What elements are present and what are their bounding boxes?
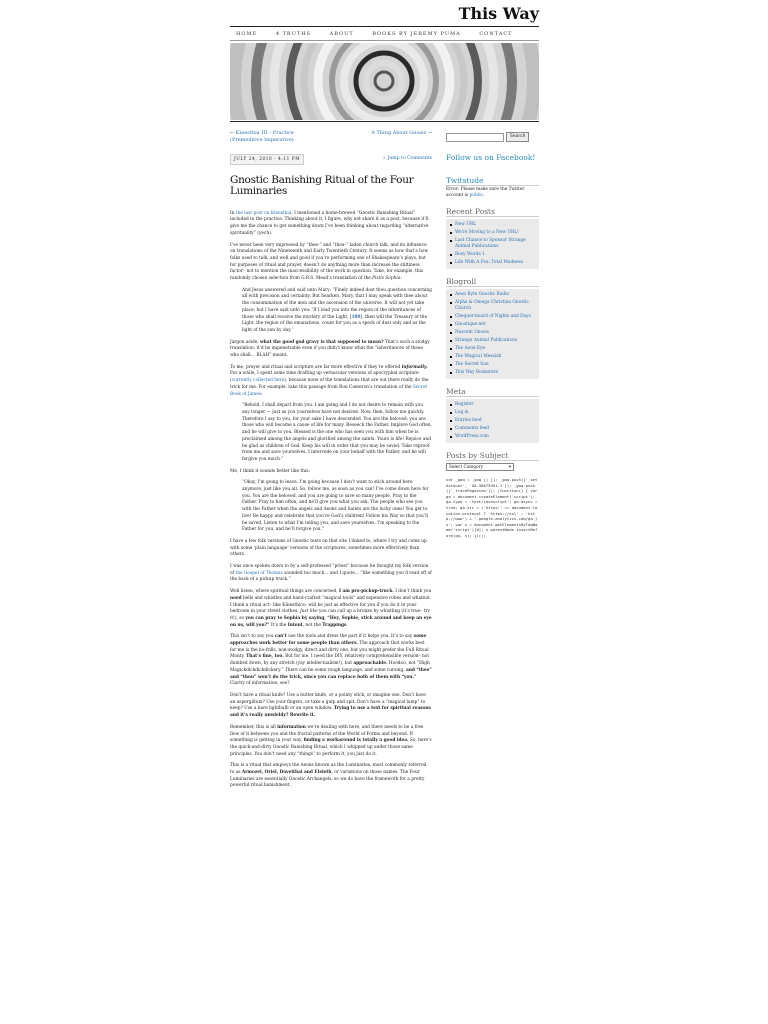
blogroll-link[interactable]: The Aeon Eye (449, 345, 536, 353)
post-blockquote: “Behold, I shall depart from you. I am going and I do not desire to remain with you any longer — just as you yourselves have not desired. Now, then, follow me quickly. Therefore I say to you, for your sake I have descended. You are the beloved; you are those who will become a cause of life for many. Beseech the Father. Implore God often, and he will give to you. Blessed is the one who has seen you with him when he is proclaimed among the angels and glorified among the saints. Yours is life! Rejoice and be glad as children of God. Keep his will in order that you may be saved. Take reproof from me and save yourselves. I intercede on your behalf with the Father, and he will forgive you much.” (242, 403, 432, 462)
meta-link-wordpress[interactable]: WordPress.com (449, 433, 536, 441)
meta-heading: Meta (446, 387, 539, 397)
blogroll-link[interactable]: Alpha & Omega Christian Gnostic Church (449, 299, 536, 313)
recent-post-link[interactable]: We're Moving to a New URL! (449, 229, 536, 237)
post-paragraph: Remember, this is all information we’re dealing with here, and there needs to be a free flow of it between you and the fractal patterns of the World of Forms and beyond. If something is getting in your way, finding a workaround is totally a good idea. So, here’s the quick-and-dirty Gnostic Banishing Ritual, which I whipped up under those same principles. You don’t need any “things” to perform it, you just do it. (230, 724, 432, 757)
previous-post-link[interactable]: ← Kinesthia III – Practice (Premeditive Imperative) (230, 130, 294, 143)
post-paragraph: I’ve never been very impressed by “thee-” and “thou-” laden church talk, and its influence on translations of the Nineteenth and Early Twentieth Century. It seems as how that’s how folks used to talk, and well and good if you’re performing one of Shakespeare’s plays, but for purposes of ritual and prayer, doesn’t do anything more than increase the stiltiness factor– not to mention the inaccessibility of the work in question. Take, for example, this randomly chosen selection from G.R.S. Mead’s translation of the Pistis Sophia: (230, 242, 429, 282)
site-title[interactable]: This Way (458, 4, 539, 23)
post-paragraph: To me, prayer and ritual and scripture are far more effective if they’re offered informally. For a while, I spent some time drafting up vernacular versions of apocryphal scripture (currently collected here), because none of the translations that are out there really do the trick for me. For example, take this passage from Ron Cameron’s translation of the Secret Book of James: (230, 364, 429, 397)
search-input[interactable] (446, 133, 504, 142)
blogroll-link[interactable]: This Way Bookstore (449, 369, 536, 377)
nav-bottom-rule (230, 40, 539, 41)
facebook-heading-link[interactable]: Follow us on Facebook! (446, 153, 536, 162)
blogroll-link[interactable]: Aeon Byte Gnostic Radio (449, 291, 536, 299)
banner-bottom-rule (230, 121, 539, 122)
category-select[interactable] (446, 463, 514, 471)
twitter-error-text: Error: Please make sure the Twitter account is public. (446, 187, 525, 198)
nav-contact[interactable]: CONTACT (479, 31, 513, 37)
nav-books[interactable]: BOOKS BY JEREMY PUMA (372, 31, 461, 37)
search-form (446, 132, 539, 142)
recent-posts-heading: Recent Posts (446, 207, 539, 217)
post-paragraph: Well listen, where spiritual things are concerned, I am pro-pickup-truck. I don’t think you need bells and whistles and hand-crafted “magical tools” and expensive robes and whatnot. I think a ritual act– like Kinesthics– will be just as effective for you if you do it in your bedroom in your street clothes. Just like you can call up a bronze by whistling (it’s true– try it!), so you can pray to Sophia by saying, “Hey, Sophie, stick around and keep an eye on us, will you?” It’s the Intent, not the Trappings. (230, 589, 432, 628)
post-date: JULY 24, 2010 · 4:11 PM (230, 154, 304, 165)
header-banner-image (230, 43, 539, 120)
post-blockquote: And Jesus answered and said unto Mary: “Finely indeed dost thou question concerning all with precision and certainty. But hearken, Mary, that I may speak with thee about the consummation of the æon and the ascension of the universe. It will not yet take place; but I have said unto you: ‘If I lead you into the region of the inheritances of those who shall receive the mystery of the Light, [189]. then will the Treasury of the Light, the region of the emanations, count for you as a speck of dust only and as the light of the sun by day.’ (242, 287, 432, 333)
post-meta-row (230, 154, 432, 165)
header-top-rule (230, 26, 539, 27)
post-paragraph: Jargon aside, what the good god gravy is that supposed to mean? That’s such a stodgy translation, it’d be impenetrable even if you didn’t know what the “inheritances of those who shall… BLAH” meant. (230, 339, 430, 359)
nav-home[interactable]: HOME (236, 31, 258, 37)
banner-rings-graphic (230, 43, 539, 120)
twitter-heading-link[interactable]: Twitstude (446, 177, 539, 187)
twitter-public-link[interactable]: public (469, 193, 483, 198)
post-paragraph: I was once spoken down to by a self-professed “priest” because he thought my folk version of the Gospel of Thomas sounded too much… and I quote… “like something you’d read off of the back of a pickup truck.” (230, 564, 432, 583)
post-article (230, 130, 432, 795)
inline-link[interactable]: the last post on Kinesthia (235, 210, 292, 216)
inline-link[interactable]: Secret Book of James (230, 384, 428, 397)
nav-about[interactable]: ABOUT (329, 31, 354, 37)
post-paragraph: Don’t have a ritual knife? Use a butter knife, or a pointy stick, or imagine one. Don’t have an aspergillum? Use your fingers, or take a gulp and spit. Don’t have a “magical lamp” to keep? Use a bare lightbulb or an open window. Trying to use a text for spiritual reasons and it’s really unwieldy? Rewrite it. (230, 693, 431, 719)
post-navigation (230, 130, 432, 144)
recent-post-link[interactable]: New URL (449, 221, 536, 229)
blogroll-link[interactable]: Strange Animal Publications (449, 337, 536, 345)
post-paragraph: In the last post on Kinesthia, I mentioned a home-brewed “Gnostic Banishing Ritual” included in the practice. Thinking about it, I figure, why not share it as a post, because it’ll give me the chance to get something down I’ve been thinking about regarding “alternative spirituality” (yech). (230, 210, 429, 236)
blogroll-link[interactable]: Chequer-board of Nights and Days (449, 313, 536, 321)
post-paragraph: I have a few folk versions of Gnostic texts on that site I linked to, where I try and come up with some ‘plain language’ versions of the scriptures, sometimes more effectively than others. (230, 538, 427, 558)
next-post-link[interactable]: A Thing About Gnosis → (371, 130, 432, 136)
post-blockquote: “Okay, I’m going to leave. I’m going because I don’t want to stick around here anymore, just like you all. So, follow me, as soon as you can! I’ve come down here for you. You are the beloved, and you are going to save so many people. Pray to the Father. Pray to him often, and he’ll give you what you ask. The people who see you with the Father when the angels and Aeons and Saints are the lucky ones! You get to live! Be happy and celebrate that you’re God’s children! Follow his Way so that you’ll be saved. Listen to what I’m telling you, and save yourselves. I’m speaking to the Father for you, and he’ll forgive you.” (242, 480, 429, 533)
chevron-down-icon: ▾ (508, 464, 511, 469)
main-nav (236, 31, 529, 37)
search-button[interactable]: Search (506, 132, 529, 142)
blogroll-heading: Blogroll (446, 277, 539, 287)
post-title[interactable]: Gnostic Banishing Ritual of the Four Luminaries (230, 173, 414, 197)
sidebar (446, 132, 539, 539)
blogroll-link[interactable]: Gnostique.net (449, 321, 536, 329)
blogroll-list (446, 289, 539, 379)
inline-link[interactable]: the Gospel of Thomas (235, 570, 283, 576)
post-paragraph: Me, I think it sounds better like this: (230, 468, 310, 474)
blogroll-link[interactable]: Nascent Gnosis (449, 329, 536, 337)
post-paragraph: This isn’t to say you can’t use the tools and dress the part if it helps you. It’s to say some approaches work better for some people than others. The approach that works best for me is the no-frills, non-stodgy, direct and dirty one, but you might prefer the Full Ritual Monty. That’s fine, too. But for me, I need the DIY, relatively comprehensible version– not dumbed down, by any stretch (yay intellectualism!), but approachable. Hoodoo, not “High Magickdickdickdickery.” There can be some rough language, and some cursing, and “thee” and “thou” won’t do the trick, since you can replace both of them with “you.” Clarity of information, see? (230, 634, 432, 687)
nav-4-truths[interactable]: 4 TRUTHS (275, 31, 312, 37)
meta-link-comments-feed[interactable]: Comments feed (449, 425, 536, 433)
meta-link-register[interactable]: Register (449, 401, 536, 409)
recent-post-link[interactable]: Life With A Fox: Total Madness (449, 259, 536, 267)
category-select-value: Select Category (449, 464, 483, 469)
blogroll-link[interactable]: The Magical Messiah (449, 353, 536, 361)
recent-posts-list (446, 219, 539, 269)
posts-by-subject-heading: Posts by Subject (446, 451, 539, 461)
meta-link-entries-feed[interactable]: Entries feed (449, 417, 536, 425)
jump-to-comments-link[interactable]: ↓ Jump to Comments (382, 156, 432, 161)
recent-post-link[interactable]: Last Chance to Sponsor Strange Animal Publications (449, 237, 536, 251)
analytics-code-text: var _gaq = _gaq || []; _gaq.push(['_setAccount', 'UA-38679491-1']); _gaq.push(['_trackPageview']); (function() { var ga = document.createElement('script'); ga.type = 'text/javascript'; ga.async = true; ga.src = ('https:' == document.location.protocol ? 'https://ssl' : 'http://www') + '.google-analytics.com/ga.js'; var s = document.getElementsByTagName('script')[0]; s.parentNode.insertBefore(ga, s); })(); (446, 477, 538, 538)
inline-link[interactable]: 189 (351, 314, 361, 320)
recent-post-link[interactable]: Busy Words 1 (449, 251, 536, 259)
post-paragraph: This is a ritual that employs the Aeons known as the Luminaries, most commonly referred to as Armozel, Oriel, Daveithai and Eleleth, or variations on those names. The Four Luminaries are essentially Gnostic Archangels, so we do have the framework for a pretty powerful ritual banishment. (230, 763, 427, 789)
inline-link[interactable]: currently collected here (231, 378, 285, 384)
blogroll-link[interactable]: The Secret Sun (449, 361, 536, 369)
meta-list (446, 399, 539, 443)
meta-link-login[interactable]: Log in (449, 409, 536, 417)
